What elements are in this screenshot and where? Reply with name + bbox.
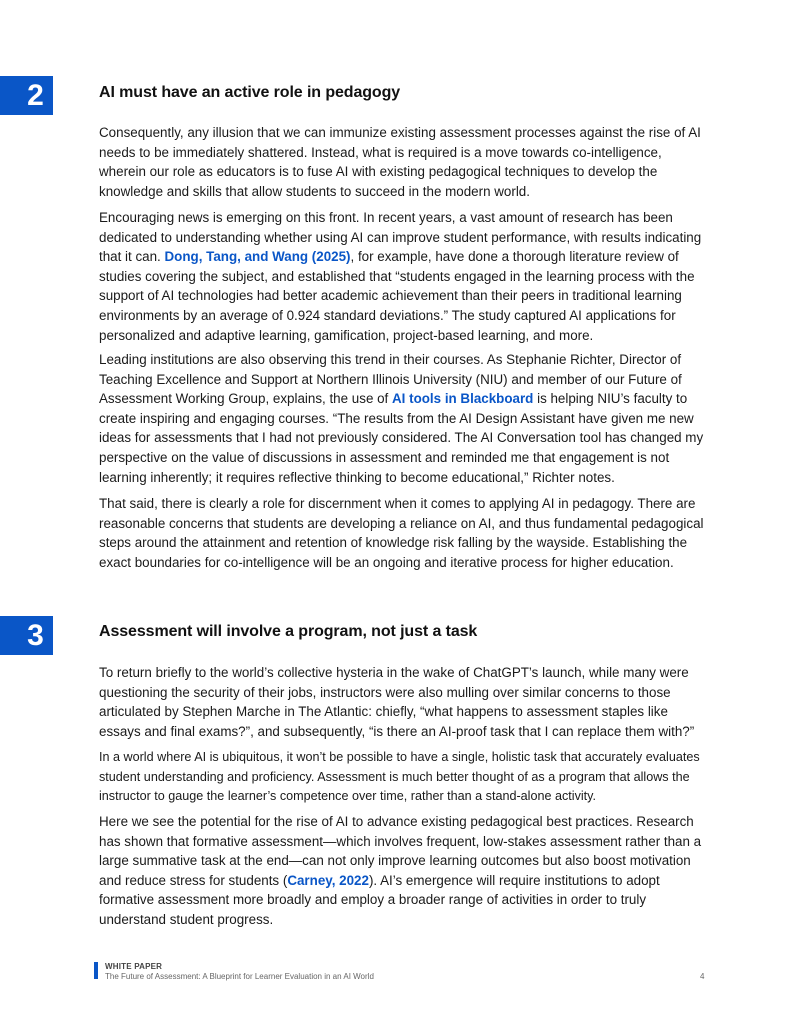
paragraph: [99, 663, 709, 741]
paragraph: [99, 494, 709, 572]
paragraph: [99, 812, 709, 930]
citation-link[interactable]: Carney, 2022: [287, 872, 369, 888]
paragraph: [99, 350, 709, 487]
paragraph-text: ). AI’s emergence will require institutions to adopt formative assessment more broadly and employ a broader range of activities in order to truly understand student progress.: [99, 872, 660, 927]
paragraph-text: Consequently, any illusion that we can immunize existing assessment processes against the rise of AI needs to be immediately shattered. Instead, what is required is a move towards co-intelligence, wherein our role as educators is to fuse AI with existing pedagogical techniques to develop the knowledge and skills that allow students to succeed in the modern world.: [99, 125, 701, 199]
paragraph-text: Here we see the potential for the rise of AI to advance existing pedagogical best practices. Research has shown that formative assessment—which involves frequent, low-stakes assessment rather than a large summative task at the end—can not only improve learning outcomes but also boost motivation and reduce stress for students (: [99, 814, 702, 888]
footer-label: WHITE PAPER: [105, 962, 163, 971]
citation-link[interactable]: AI tools in Blackboard: [392, 391, 534, 407]
paragraph-text: That said, there is clearly a role for discernment when it comes to applying AI in pedagogy. There are reasonable concerns that students are developing a reliance on AI, and thus fundamental pedagogical steps around the attainment and retention of knowledge risk falling by the wayside. Establishing the exact boundaries for co-intelligence will be an ongoing and iterative process for higher education.: [99, 496, 704, 570]
footer-accent-bar: [94, 962, 98, 979]
section-number-badge: 2: [0, 76, 53, 115]
footer-document-title: The Future of Assessment: A Blueprint for Learner Evaluation in an AI World: [105, 972, 374, 981]
paragraph-text: To return briefly to the world’s collective hysteria in the wake of ChatGPT’s launch, while many were questioning the security of their jobs, instructors were also mulling over similar concerns to those articulated by Stephen Marche in The Atlantic: chiefly, “what happens to assessment staples like essays and final exams?”, and subsequently, “is there an AI-proof task that I can replace them with?”: [99, 665, 695, 739]
page-number: 4: [700, 972, 705, 981]
citation-link[interactable]: Dong, Tang, and Wang (2025): [164, 249, 351, 265]
section-heading: Assessment will involve a program, not just a task: [99, 623, 478, 640]
paragraph-text: In a world where AI is ubiquitous, it won’t be possible to have a single, holistic task that accurately evaluates student understanding and proficiency. Assessment is much better thought of as a program that allows the instructor to gauge the learner’s competence over time, rather than a stand-alone activity.: [99, 750, 700, 804]
paragraph-text: , for example, have done a thorough literature review of studies covering the subject, and established that “students engaged in the learning process with the support of AI technologies had better academic achievement than their peers in traditional learning environments by an average of 0.924 standard deviations.” The study captured AI applications for personalized and adaptive learning, gamification, project-based learning, and more.: [99, 249, 695, 343]
section-heading: AI must have an active role in pedagogy: [99, 84, 401, 101]
paragraph-text: is helping NIU’s faculty to create inspiring and engaging courses. “The results from the AI Design Assistant have given me new ideas for assessments that I had not previously considered. The AI Conversation tool has changed my perspective on the value of discussions in assessment and reminded me that engagement is not learning inherently; it requires reflective thinking to become educational,” Richter notes.: [99, 391, 704, 485]
section-number-badge: 3: [0, 616, 53, 655]
paragraph-text: Encouraging news is emerging on this front. In recent years, a vast amount of research has been dedicated to understanding whether using AI can improve student performance, with results indicating that it can.: [99, 210, 702, 265]
paragraph-text: Leading institutions are also observing this trend in their courses. As Stephanie Richter, Director of Teaching Excellence and Support at Northern Illinois University (NIU) and member of our Future of Assessment Working Group, explains, the use of: [99, 352, 682, 407]
paragraph: [99, 123, 709, 201]
paragraph: [99, 748, 709, 807]
paragraph: [99, 208, 709, 345]
